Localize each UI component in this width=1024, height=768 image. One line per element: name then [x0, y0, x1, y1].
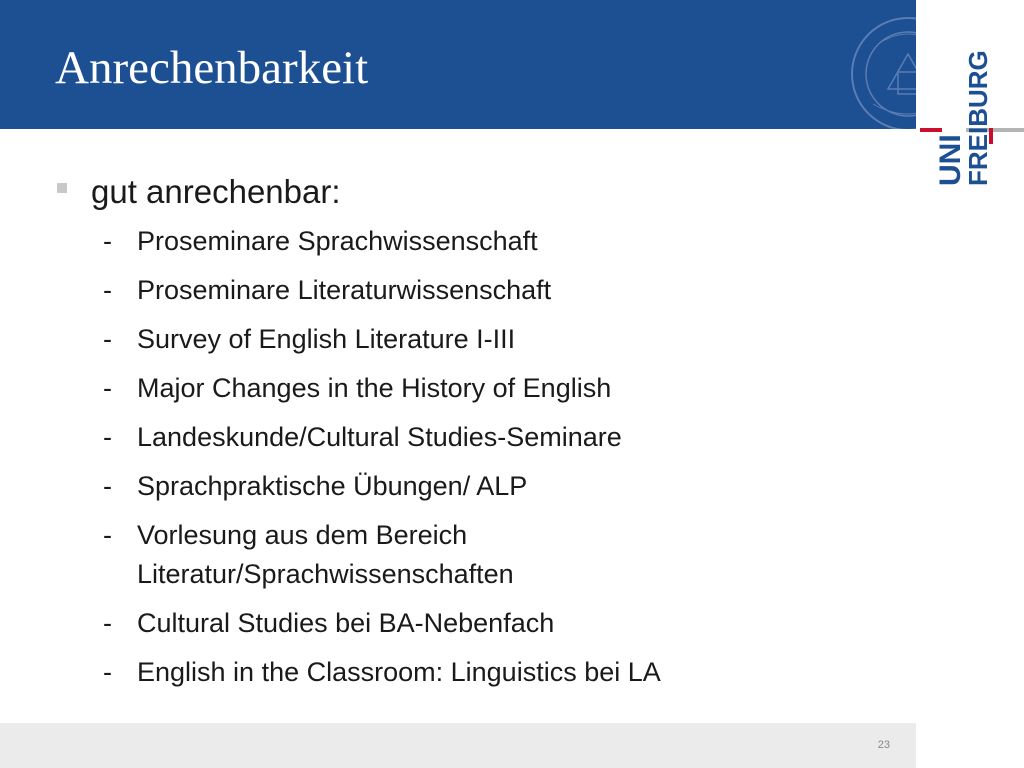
- list-item: [0, 271, 837, 310]
- list-item: [0, 320, 837, 359]
- list-item: [0, 222, 837, 261]
- bullet-square-icon: [57, 183, 67, 193]
- list-item-text: Landeskunde/Cultural Studies-Seminare: [137, 422, 622, 452]
- list-item-text: Vorlesung aus dem Bereich Literatur/Sprachwissenschaften: [137, 520, 514, 589]
- item-list: [0, 222, 837, 702]
- dash-bullet-icon: -: [103, 324, 112, 354]
- slide-title: Anrechenbarkeit: [55, 42, 369, 94]
- list-item-text: Sprachpraktische Übungen/ ALP: [137, 471, 528, 501]
- university-seal-icon: [848, 14, 916, 129]
- logo-text-freiburg: FREIBURG: [963, 50, 993, 186]
- dash-bullet-icon: -: [103, 520, 112, 550]
- list-item-text: English in the Classroom: Linguistics bei LA: [137, 657, 661, 687]
- list-item-text: Proseminare Literaturwissenschaft: [137, 275, 552, 305]
- dash-bullet-icon: -: [103, 373, 112, 403]
- uni-freiburg-logo: [916, 0, 1024, 200]
- list-item: [0, 467, 837, 506]
- list-item-text: Proseminare Sprachwissenschaft: [137, 226, 538, 256]
- list-item: [0, 653, 837, 692]
- list-item: [0, 604, 837, 643]
- list-item-text: Major Changes in the History of English: [137, 373, 612, 403]
- dash-bullet-icon: -: [103, 226, 112, 256]
- dash-bullet-icon: -: [103, 471, 112, 501]
- dash-bullet-icon: -: [103, 657, 112, 687]
- list-item: [0, 369, 837, 408]
- list-item: [0, 418, 837, 457]
- content-heading: gut anrechenbar:: [91, 173, 341, 210]
- list-item-text: Cultural Studies bei BA-Nebenfach: [137, 608, 555, 638]
- list-item-text: Survey of English Literature I-III: [137, 324, 516, 354]
- dash-bullet-icon: -: [103, 275, 112, 305]
- dash-bullet-icon: -: [103, 608, 112, 638]
- footer-bar: [0, 723, 916, 768]
- list-item: [0, 516, 567, 594]
- logo-text-uni: UNI: [934, 134, 967, 186]
- title-bar: [0, 0, 916, 129]
- page-number: 23: [877, 739, 890, 751]
- dash-bullet-icon: -: [103, 422, 112, 452]
